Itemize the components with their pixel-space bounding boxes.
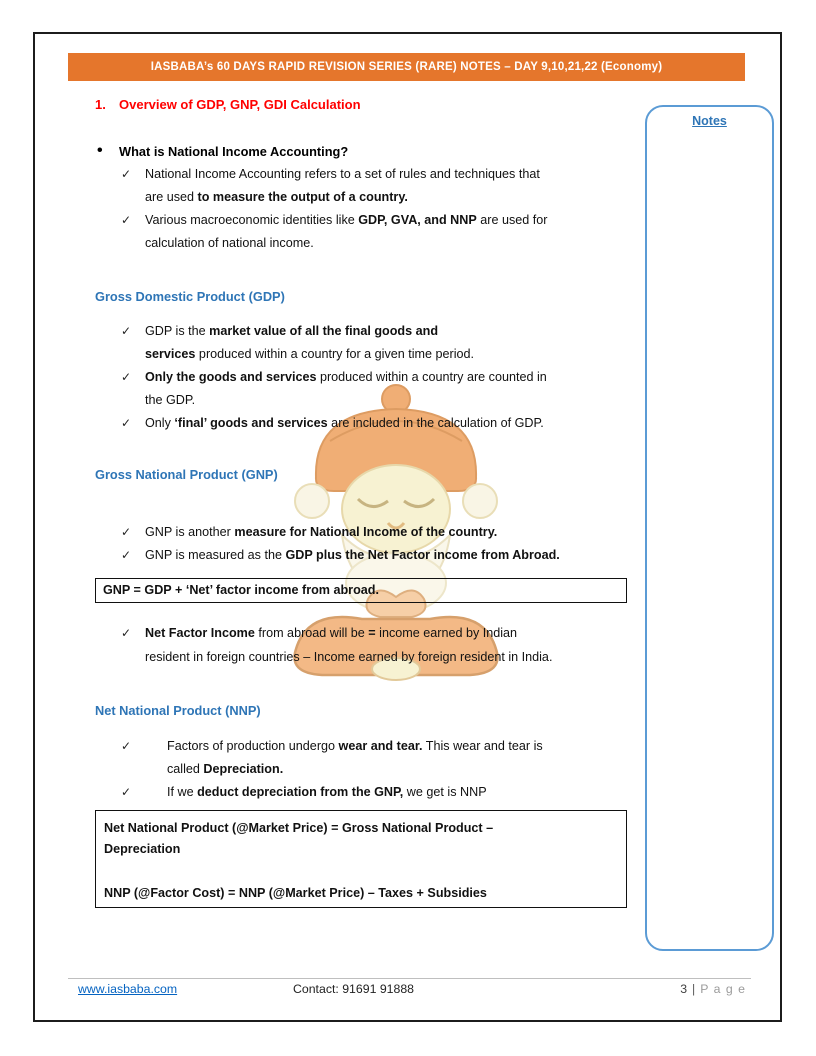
nnp-check-list [95,735,631,804]
section-heading-number: 1. [95,97,106,112]
page-number [680,982,746,996]
gdp-heading: Gross Domestic Product (GDP) [95,289,285,304]
section-heading-title: Overview of GDP, GNP, GDI Calculation [119,97,361,112]
footer-divider [68,978,751,979]
check-item: ✓ If we deduct depreciation from the GNP, we get is NNP [95,781,631,804]
page-number-separator: | [692,982,696,996]
nnp-formula-line: NNP (@Factor Cost) = NNP (@Market Price) – Taxes + Subsidies [104,886,487,900]
gdp-check-list [95,320,631,435]
check-item: ✓ Only the goods and services produced within a country are counted in the GDP. [95,366,631,412]
check-item: ✓ Net Factor Income from abroad will be = income earned by Indian resident in foreign countries – Income earned by foreign resident in India. [95,622,631,669]
net-factor-check-list [95,622,631,669]
nnp-formula-line: Net National Product (@Market Price) = Gross National Product – Depreciation [104,821,494,856]
check-item: ✓ GNP is measured as the GDP plus the Net Factor income from Abroad. [95,544,631,567]
check-item: ✓ Only ‘final’ goods and services are included in the calculation of GDP. [95,412,631,435]
notes-label: Notes [692,114,727,128]
section-heading [95,97,361,112]
header-banner [68,53,745,81]
header-banner-text: IASBABA’s 60 DAYS RAPID REVISION SERIES (RARE) NOTES – DAY 9,10,21,22 (Economy) [150,61,663,73]
notes-box [645,105,774,951]
check-item: ✓ GDP is the market value of all the final goods and services produced within a country for a given time period. [95,320,631,366]
check-item: ✓ GNP is another measure for National Income of the country. [95,521,631,544]
document-page [33,32,782,1022]
website-link[interactable]: www.iasbaba.com [78,982,178,996]
check-item: ✓ Factors of production undergo wear and tear. This wear and tear is called Depreciation. [95,735,631,781]
intro-check-list [95,163,631,255]
question-bullet-header: • What is National Income Accounting? [97,144,348,159]
contact-text: Contact: 91691 91888 [293,982,415,996]
check-item: ✓ National Income Accounting refers to a set of rules and techniques that are used to measure the output of a country. [95,163,631,209]
gnp-heading: Gross National Product (GNP) [95,467,278,482]
gnp-check-list [95,521,631,567]
page-word: P a g e [700,982,746,996]
gnp-formula-box: GNP = GDP + ‘Net’ factor income from abroad. [95,578,627,603]
page-number-value: 3 [680,982,688,996]
nnp-heading: Net National Product (NNP) [95,703,261,718]
nnp-formula-box [95,810,627,908]
check-item: ✓ Various macroeconomic identities like GDP, GVA, and NNP are used for calculation of national income. [95,209,631,255]
